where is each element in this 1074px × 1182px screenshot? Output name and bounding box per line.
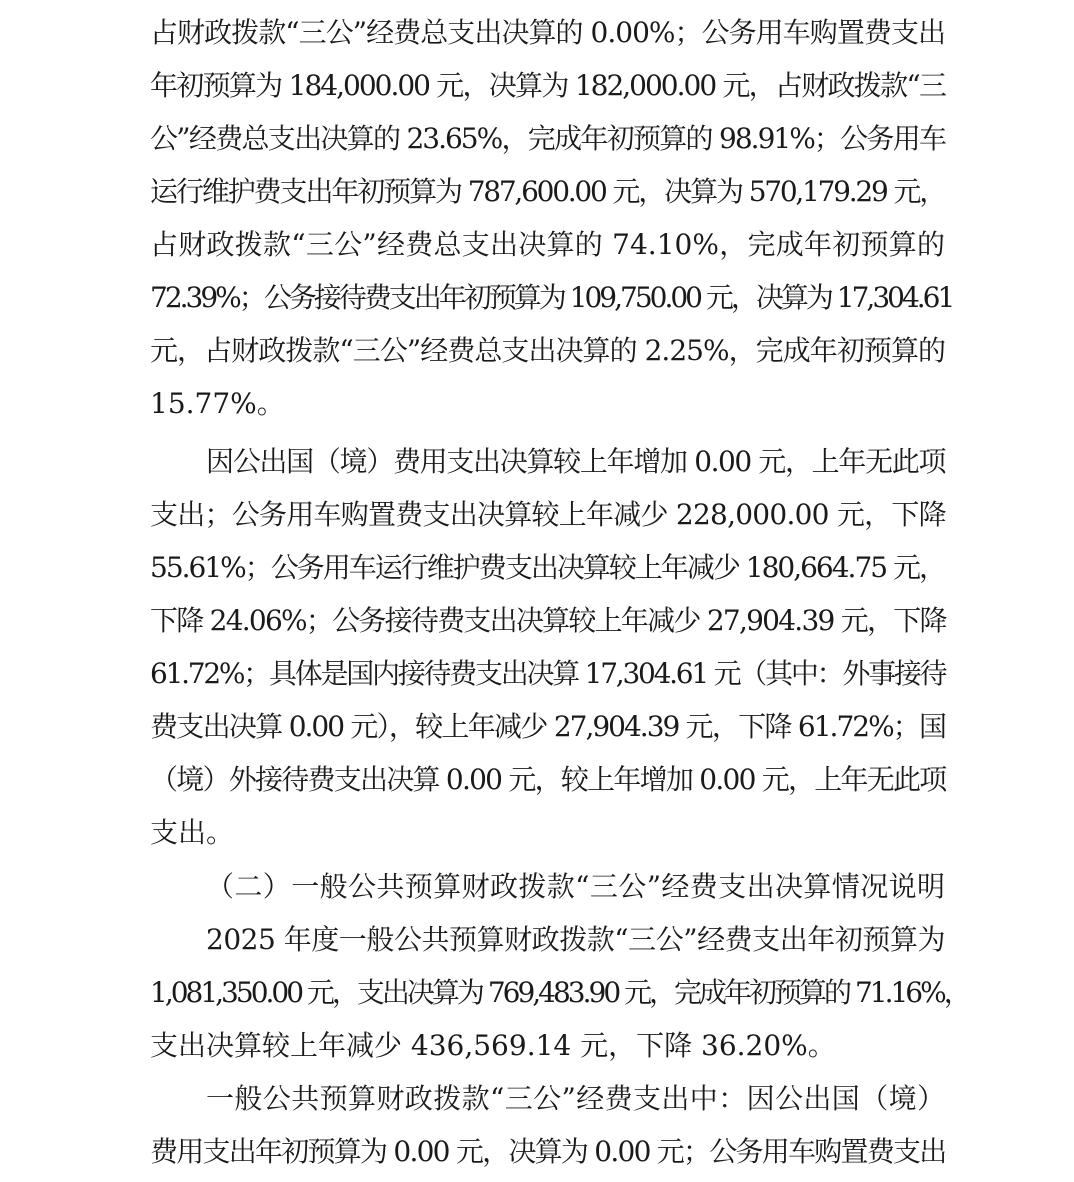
paragraph-4-line-1: 一般公共预算财政拨款“三公”经费支出中：因公出国（境）	[206, 1082, 945, 1115]
paragraph-1-line-3: 公”经费总支出决算的 23.65%，完成年初预算的 98.91%；公务用车	[150, 122, 945, 155]
paragraph-2-line-7: （境）外接待费支出决算 0.00 元，较上年增加 0.00 元，上年无此项	[150, 763, 946, 796]
paragraph-2-line-3: 55.61%；公务用车运行维护费支出决算较上年减少 180,664.75 元，	[150, 551, 945, 584]
paragraph-2-line-1: 因公出国（境）费用支出决算较上年增加 0.00 元，上年无此项	[206, 445, 945, 478]
paragraph-2-line-2: 支出；公务用车购置费支出决算较上年减少 228,000.00 元，下降	[150, 498, 946, 531]
paragraph-2-line-8: 支出。	[150, 816, 235, 849]
paragraph-1-line-1: 占财政拨款“三公”经费总支出决算的 0.00%；公务用车购置费支出	[150, 16, 945, 49]
paragraph-2-line-4: 下降 24.06%；公务接待费支出决算较上年减少 27,904.39 元，下降	[150, 604, 946, 637]
paragraph-3-line-1: 2025 年度一般公共预算财政拨款“三公”经费支出年初预算为	[206, 923, 945, 956]
paragraph-2-line-6: 费支出决算 0.00 元），较上年减少 27,904.39 元，下降 61.72%；国	[150, 710, 945, 743]
paragraph-4-line-2: 费用支出年初预算为 0.00 元，决算为 0.00 元；公务用车购置费支出	[150, 1135, 946, 1168]
paragraph-1-line-8: 15.77%。	[150, 387, 285, 420]
paragraph-3-line-2: 1,081,350.00 元，支出决算为 769,483.90 元，完成年初预算的 71.16%，	[150, 976, 969, 1009]
paragraph-1-line-7: 元，占财政拨款“三公”经费总支出决算的 2.25%，完成年初预算的	[150, 334, 945, 367]
paragraph-2-line-5: 61.72%；具体是国内接待费支出决算 17,304.61 元（其中：外事接待	[150, 657, 946, 690]
section-heading: （二）一般公共预算财政拨款“三公”经费支出决算情况说明	[206, 870, 945, 903]
paragraph-3-line-3: 支出决算较上年减少 436,569.14 元，下降 36.20%。	[150, 1029, 836, 1062]
paragraph-1-line-5: 占财政拨款“三公”经费总支出决算的 74.10%，完成年初预算的	[150, 228, 945, 261]
paragraph-1-line-4: 运行维护费支出年初预算为 787,600.00 元，决算为 570,179.29 元，	[150, 175, 945, 208]
paragraph-1-line-2: 年初预算为 184,000.00 元，决算为 182,000.00 元，占财政拨款“三	[150, 69, 945, 102]
paragraph-1-line-6: 72.39%；公务接待费支出年初预算为 109,750.00 元，决算为 17,304.61	[150, 281, 953, 314]
